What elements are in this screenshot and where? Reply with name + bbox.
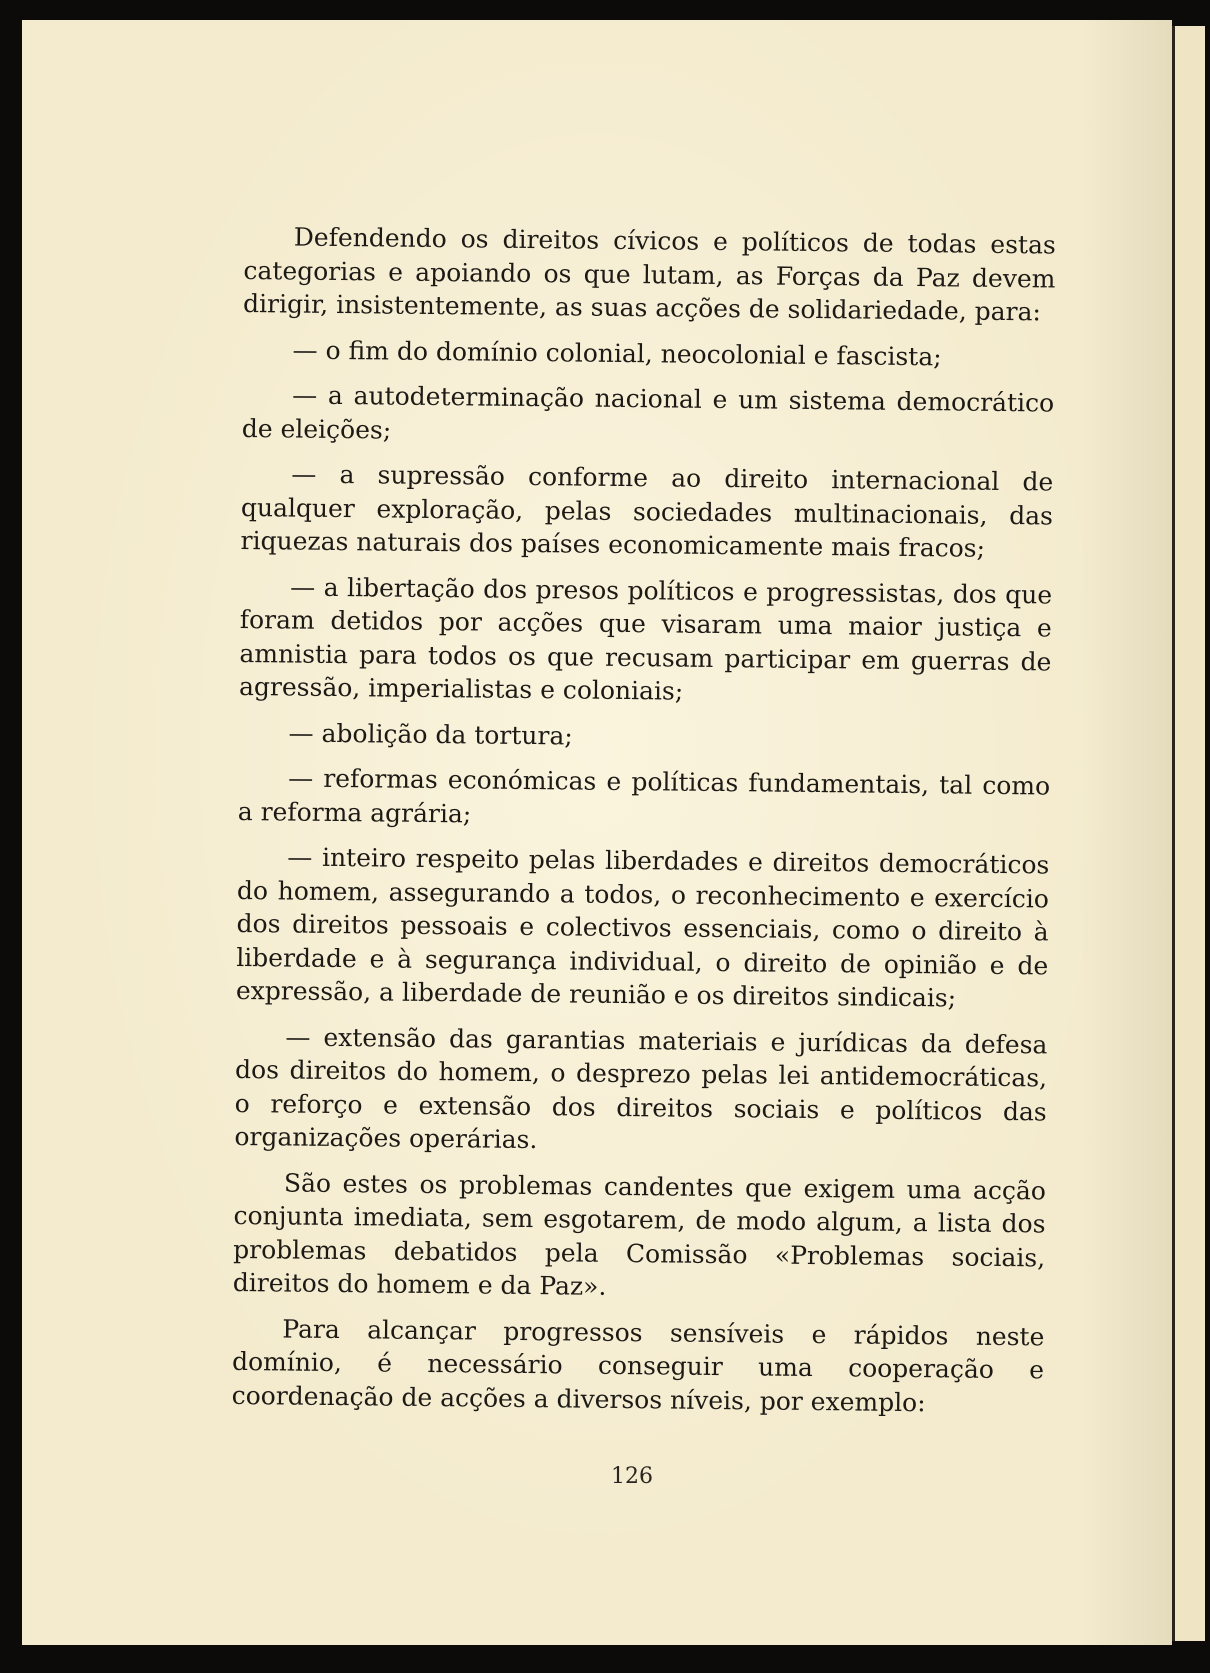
list-item-reforms: — reformas económicas e políticas fundamentais, tal como a reforma agrária; [237, 763, 1051, 828]
paragraph-intro: Defendendo os direitos cívicos e políticos de todas estas categorias e apoiando os que lutam, as Forças da Paz devem dirigir, insistentemente, as suas acções de solidariedade, para: [242, 222, 1056, 327]
list-item-guarantees: — extensão das garantias materiais e jurídicas da defesa dos direitos do homem, o desprezo pelas lei antidemocráticas, o reforço e extensão dos direitos sociais e políticos das organizações operárias. [234, 1021, 1048, 1155]
list-item-self-determination: — a autodeterminação nacional e um sistema democrático de eleições; [241, 380, 1055, 445]
list-item-torture: — abolição da tortura; [288, 717, 573, 750]
list-item-prisoners: — a libertação dos presos políticos e progressistas, dos que foram detidos por acções que visaram uma maior justiça e amnistia para todos os que recusam participar em guerras de agressão, imperialistas e coloniais; [238, 572, 1053, 706]
book-page [22, 20, 1172, 1645]
body-text [231, 220, 1056, 1432]
list-item-liberties: — inteiro respeito pelas liberdades e direitos democráticos do homem, assegurando a todos, o reconhecimento e exercício dos direitos pessoais e colectivos essenciais, como o direito à liberdade e à segurança individual, o direito de opinião e de expressão, a liberdade de reunião e os direitos sindicais; [235, 842, 1050, 1013]
page-number: 126 [611, 1464, 653, 1489]
list-item-colonial: — o fim do domínio colonial, neocolonial e fascista; [292, 335, 942, 371]
list-item-exploitation: — a supressão conforme ao direito internacional de qualquer exploração, pelas sociedades multinacionais, das riquezas naturais dos países economicamente mais fracos; [240, 459, 1054, 563]
paragraph-cooperation: Para alcançar progressos sensíveis e rápidos neste domínio, é necessário conseguir uma cooperação e coordenação de acções a diversos níveis, por exemplo: [231, 1313, 1045, 1417]
next-page-edge [1172, 26, 1205, 1641]
paragraph-problems: São estes os problemas candentes que exigem uma acção conjunta imediata, sem esgotarem, de modo algum, a lista dos problemas debatidos pela Comissão «Problemas sociais, direitos do homem e da Paz». [232, 1167, 1047, 1301]
